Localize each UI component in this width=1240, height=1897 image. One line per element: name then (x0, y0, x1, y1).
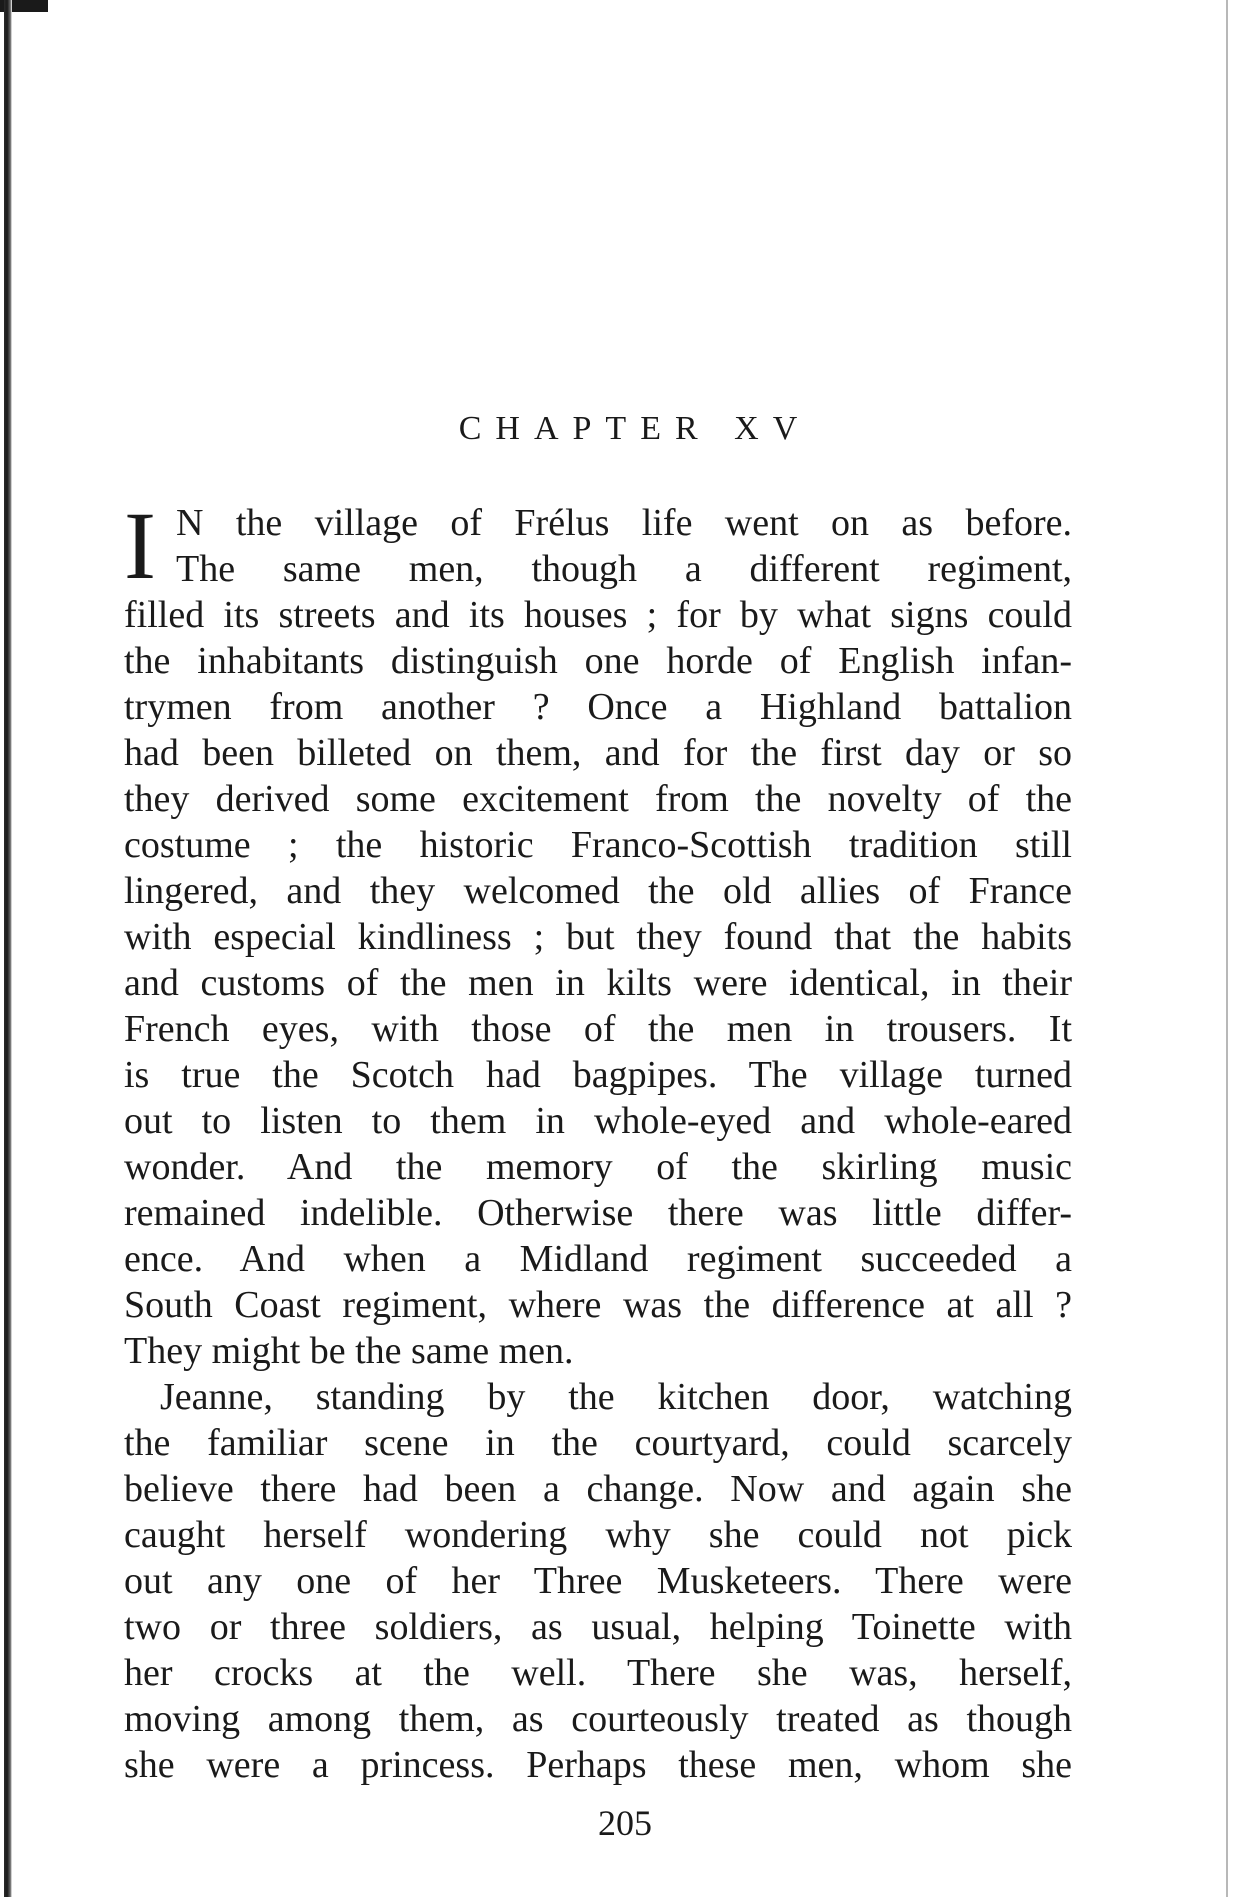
text-line: costume ; the historic Franco-Scottish tradition still (124, 824, 1072, 866)
text-line: filled its streets and its houses ; for by what signs could (124, 594, 1072, 636)
text-line: remained indelible. Otherwise there was little differ- (124, 1192, 1072, 1234)
text-line: Jeanne, standing by the kitchen door, watching (160, 1376, 1072, 1418)
drop-cap: I (124, 492, 156, 599)
chapter-heading: CHAPTER XV (458, 410, 812, 447)
text-line: she were a princess. Perhaps these men, whom she (124, 1744, 1072, 1786)
text-line: wonder. And the memory of the skirling music (124, 1146, 1072, 1188)
text-line: the inhabitants distinguish one horde of English infan- (124, 640, 1072, 682)
page-number: 205 (598, 1803, 652, 1843)
text-line: moving among them, as courteously treated as though (124, 1698, 1072, 1740)
text-line: they derived some excitement from the novelty of the (124, 778, 1072, 820)
paragraph-2 (124, 1374, 1072, 1788)
text-line: ence. And when a Midland regiment succeeded a (124, 1238, 1072, 1280)
text-line: and customs of the men in kilts were identical, in their (124, 962, 1072, 1004)
text-line: trymen from another ? Once a Highland battalion (124, 686, 1072, 728)
text-line: French eyes, with those of the men in trousers. It (124, 1008, 1072, 1050)
text-line: is true the Scotch had bagpipes. The village turned (124, 1054, 1072, 1096)
text-line: caught herself wondering why she could not pick (124, 1514, 1072, 1556)
text-line: out to listen to them in whole-eyed and whole-eared (124, 1100, 1072, 1142)
scan-edge-left (4, 0, 12, 1897)
text-line: her crocks at the well. There she was, herself, (124, 1652, 1072, 1694)
text-line: The same men, though a different regiment, (176, 548, 1072, 590)
text-line: with especial kindliness ; but they found that the habits (124, 916, 1072, 958)
scan-edge-right (1226, 0, 1228, 1897)
text-line: the familiar scene in the courtyard, could scarcely (124, 1422, 1072, 1464)
text-line: two or three soldiers, as usual, helping Toinette with (124, 1606, 1072, 1648)
text-line: out any one of her Three Musketeers. There were (124, 1560, 1072, 1602)
body-text (124, 492, 1072, 1788)
text-line: had been billeted on them, and for the first day or so (124, 732, 1072, 774)
text-line: N the village of Frélus life went on as before. (176, 502, 1072, 544)
text-line: South Coast regiment, where was the difference at all ? (124, 1284, 1072, 1326)
text-line: believe there had been a change. Now and again she (124, 1468, 1072, 1510)
text-line: lingered, and they welcomed the old allies of France (124, 870, 1072, 912)
paragraph-1 (124, 492, 1072, 1374)
text-line: They might be the same men. (124, 1330, 574, 1372)
